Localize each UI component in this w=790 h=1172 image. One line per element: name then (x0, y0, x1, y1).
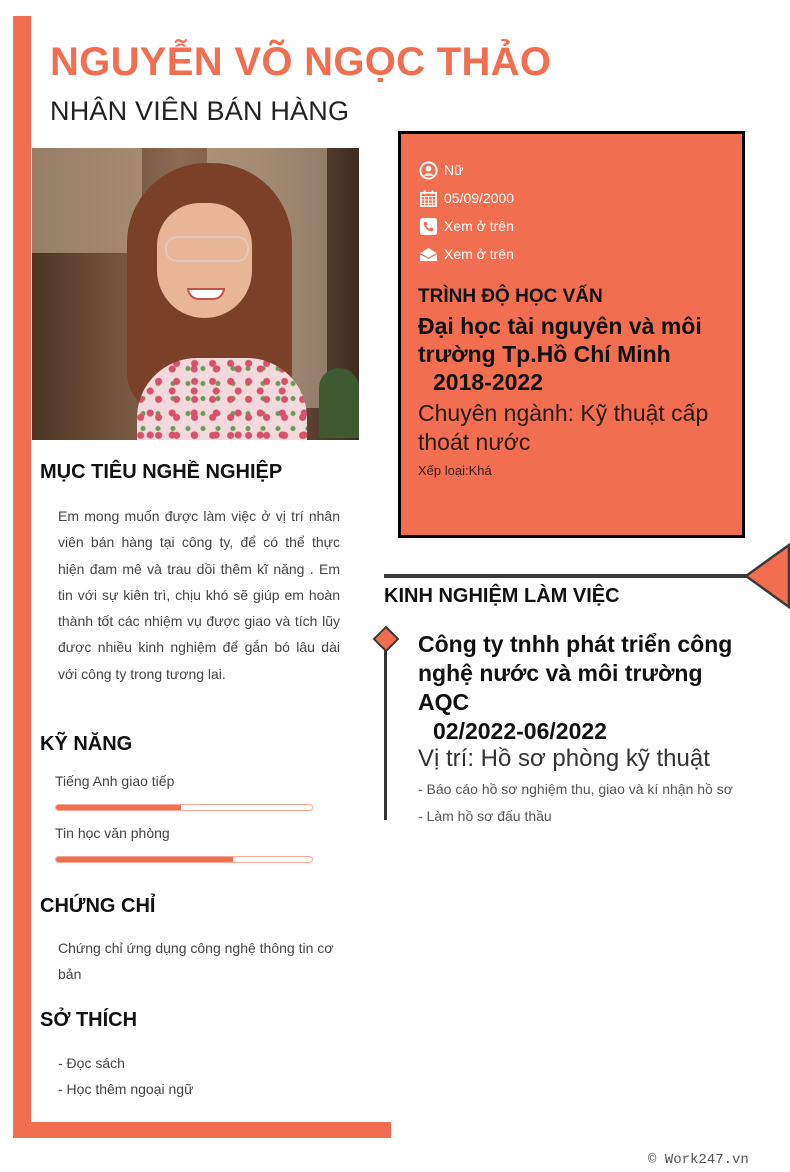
contact-phone (419, 212, 514, 240)
education-major: Chuyên ngành: Kỹ thuật cấp thoát nước (418, 400, 709, 455)
objective-text: Em mong muốn được làm việc ở vị trí nhân viên bán hàng tại công ty, để có thể thực hiện đam mê và trau dồi thêm kĩ năng . Em tin với sự kiên trì, chịu khó sẽ giúp em hoàn thành tốt các nhiệm vụ được giao và tích lũy được nhiều kinh nghiệm để gắn bó lâu dài với công ty trong tương lai. (58, 508, 340, 682)
objective-heading: MỤC TIÊU NGHỀ NGHIỆP (40, 461, 283, 483)
contact-gender (419, 156, 514, 184)
certificates-heading: CHỨNG CHỈ (40, 895, 156, 917)
skill-label: Tin học văn phòng (55, 825, 170, 841)
education-years: 2018-2022 (433, 369, 543, 395)
skill-progress-bar (55, 856, 313, 863)
birthdate-value: 05/09/2000 (444, 190, 515, 206)
contact-birthdate (419, 184, 514, 212)
candidate-job-title: NHÂN VIÊN BÁN HÀNG (50, 96, 350, 126)
skill-progress-fill (56, 805, 181, 810)
job-task-item: - Làm hồ sơ đấu thầu (418, 808, 552, 824)
hobby-list (58, 1050, 193, 1102)
hobbies-heading: SỞ THÍCH (40, 1009, 138, 1031)
skill-label: Tiếng Anh giao tiếp (55, 773, 175, 789)
hobby-item: - Đọc sách (58, 1055, 125, 1071)
phone-value: Xem ở trên (444, 218, 514, 234)
triangle-marker-icon (743, 543, 790, 609)
profile-photo (32, 148, 359, 440)
education-school (418, 312, 738, 396)
candidate-name: NGUYỄN VÕ NGỌC THẢO (50, 40, 552, 84)
job-company (418, 630, 738, 746)
user-icon (419, 161, 438, 180)
school-name: Đại học tài nguyên và môi trường Tp.Hồ Chí Minh (418, 313, 702, 367)
certificate-text: Chứng chỉ ứng dụng công nghệ thông tin cơ bản (58, 940, 334, 982)
email-value: Xem ở trên (444, 246, 514, 262)
hobby-item: - Học thêm ngoại ngữ (58, 1081, 194, 1097)
email-icon (419, 245, 438, 264)
gender-value: Nữ (444, 162, 464, 178)
personal-info-panel (398, 131, 745, 538)
phone-icon (419, 217, 438, 236)
experience-divider (384, 574, 748, 578)
job-position: Vị trí: Hồ sơ phòng kỹ thuật (418, 745, 710, 772)
experience-heading: KINH NGHIỆM LÀM VIỆC (384, 585, 620, 607)
diamond-marker-icon (372, 625, 400, 653)
job-dates: 02/2022-06/2022 (433, 718, 607, 744)
contact-email (419, 240, 514, 268)
skills-heading: KỸ NĂNG (40, 733, 133, 755)
education-rank: Xếp loại:Khá (418, 463, 492, 478)
education-heading: TRÌNH ĐỘ HỌC VẤN (418, 286, 603, 307)
timeline-line (384, 640, 387, 820)
job-task-item: - Báo cáo hồ sơ nghiệm thu, giao và kí nhận hồ sơ (418, 781, 733, 797)
company-name: Công ty tnhh phát triển công nghệ nước và môi trường AQC (418, 631, 733, 715)
bottom-accent-bar (13, 1122, 391, 1138)
watermark: © Work247.vn (648, 1152, 749, 1168)
job-task-list (418, 776, 733, 830)
left-accent-bar (13, 16, 31, 1122)
calendar-icon (419, 189, 438, 208)
contact-list (419, 156, 514, 268)
skill-progress-bar (55, 804, 313, 811)
skill-progress-fill (56, 857, 233, 862)
